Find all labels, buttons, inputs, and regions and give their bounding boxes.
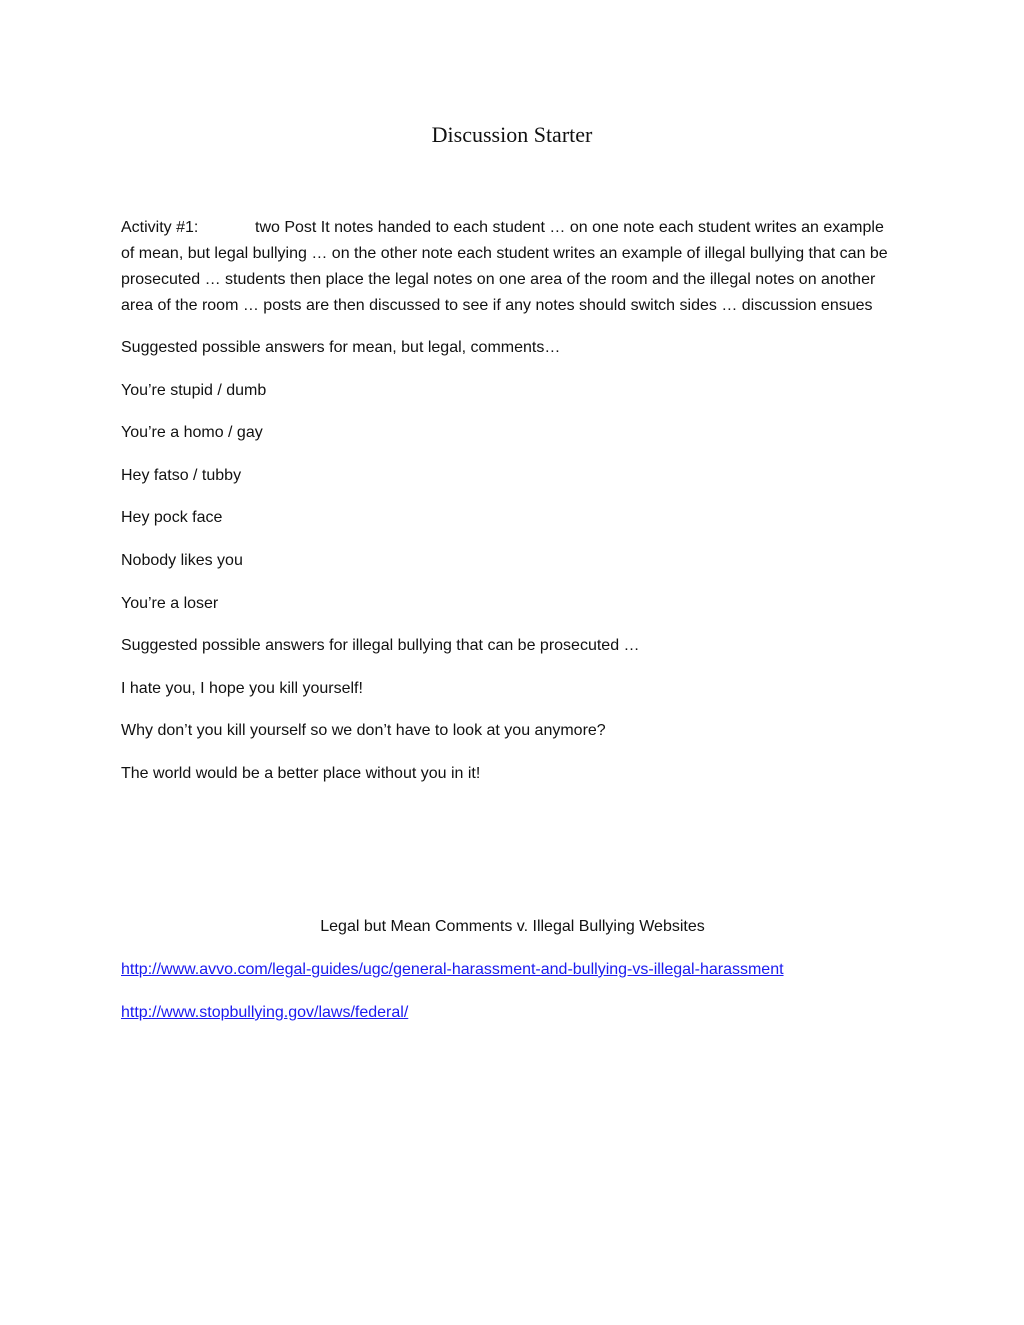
illegal-answer-item: I hate you, I hope you kill yourself! — [121, 679, 363, 697]
activity-label: Activity #1: — [121, 219, 199, 236]
legal-answer-item: You’re stupid / dumb — [121, 381, 267, 399]
document-body — [121, 215, 896, 804]
page-title: Discussion Starter — [431, 122, 593, 147]
activity-paragraph — [121, 215, 896, 319]
illegal-section-heading: Suggested possible answers for illegal bullying that can be prosecuted … — [121, 637, 640, 655]
websites-section — [121, 914, 904, 1043]
stopbullying-link[interactable]: http://www.stopbullying.gov/laws/federal/ — [121, 1004, 409, 1021]
websites-title: Legal but Mean Comments v. Illegal Bullying Websites — [320, 918, 705, 935]
illegal-answer-item: The world would be a better place without you in it! — [121, 764, 481, 782]
legal-answer-item: You’re a homo / gay — [121, 424, 263, 442]
illegal-answer-item: Why don’t you kill yourself so we don’t have to look at you anymore? — [121, 722, 606, 740]
activity-text: two Post It notes handed to each student … on one note each student writes an example of mean, but legal bullying … on the other note each student writes an example of illegal bullying that can be prosecuted … students then place the legal notes on one area of the room and the illegal notes on another area of the room … posts are then discussed to see if any notes should switch sides … discussion ensues — [121, 219, 888, 314]
legal-section-heading: Suggested possible answers for mean, but legal, comments… — [121, 339, 561, 356]
legal-answer-item: Nobody likes you — [121, 551, 243, 569]
legal-answer-item: Hey fatso / tubby — [121, 466, 242, 484]
avvo-link[interactable]: http://www.avvo.com/legal-guides/ugc/general-harassment-and-bullying-vs-illegal-harassment — [121, 961, 784, 978]
legal-answer-item: Hey pock face — [121, 509, 223, 527]
legal-answer-item: You’re a loser — [121, 594, 219, 612]
